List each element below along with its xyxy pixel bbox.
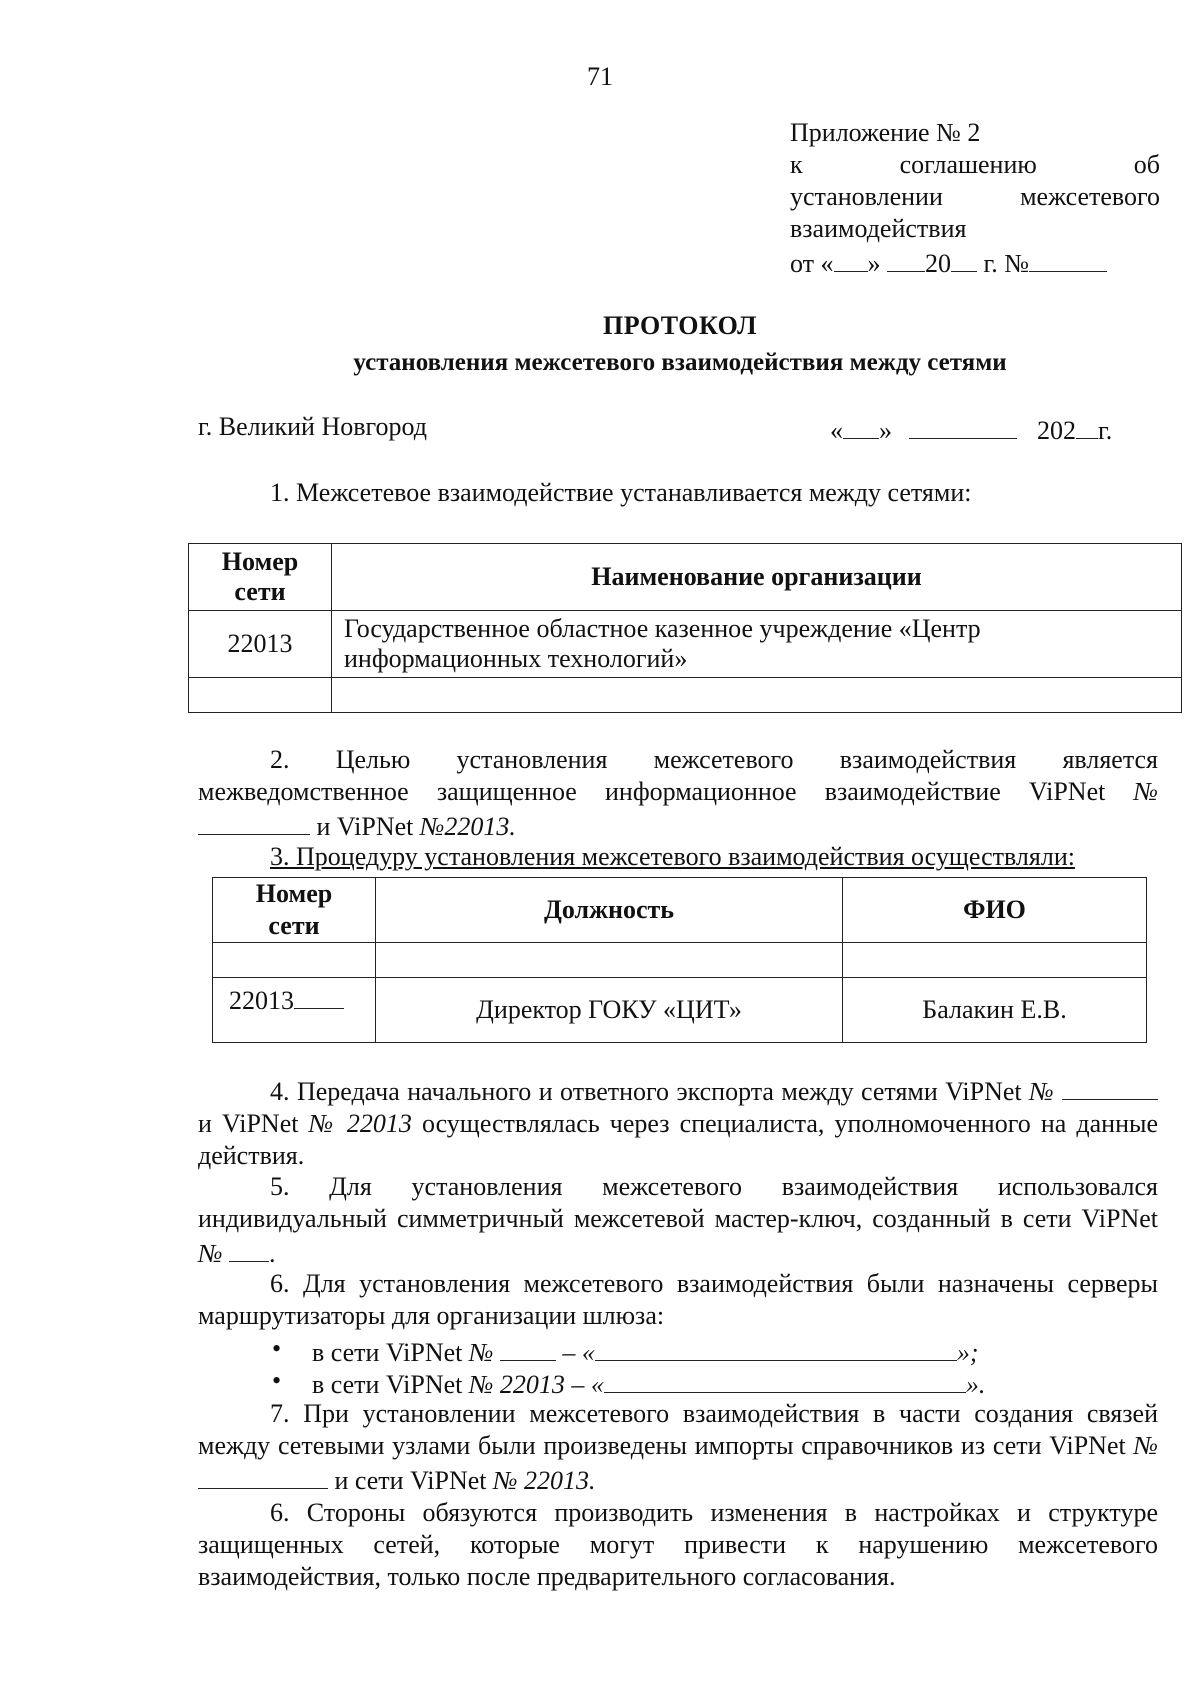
position: Директор ГОКУ «ЦИТ»: [376, 978, 843, 1043]
bullet-marker: •: [272, 1334, 282, 1363]
item-4: 4. Передача начального и ответного экспорта между сетями ViPNet № и ViPNet № 22013 осуществлялась через специалиста, уполномоченного на данные действия.: [198, 1073, 1158, 1172]
position: [376, 943, 843, 978]
item-1: 1. Межсетевое взаимодействие устанавливается между сетями:: [270, 478, 972, 507]
full-name: [843, 943, 1147, 978]
blank-network: [229, 1235, 269, 1262]
blank-year: [951, 245, 977, 272]
table-row: [189, 678, 1182, 713]
document-title: ПРОТОКОЛ: [603, 311, 757, 340]
network-number: [213, 943, 376, 978]
column-header: Должность: [376, 878, 843, 943]
network-number: 22013: [189, 611, 332, 678]
organization-name: [332, 678, 1182, 713]
organization-name: Государственное областное казенное учреждение «Центр информационных технологий»: [332, 611, 1182, 678]
item-6: 6. Для установления межсетевого взаимодействия были назначены серверы маршрутизаторы для организации шлюза:: [198, 1269, 1158, 1330]
appendix-date-line: от « » 20 г. №: [790, 245, 1160, 280]
table-row: [189, 611, 1182, 678]
column-header: ФИО: [843, 878, 1147, 943]
network-number: [189, 678, 332, 713]
blank-network: [1062, 1073, 1158, 1100]
document-date: « » 202 г.: [830, 412, 1112, 446]
table-row: [213, 943, 1147, 978]
blank-month: [887, 245, 925, 272]
table-row: [213, 978, 1147, 1043]
item-8: 6. Стороны обязуются производить изменения в настройках и структуре защищенных сетей, которые могут привести к нарушению межсетевого взаимодействия, только после предварительного согласования.: [198, 1498, 1158, 1591]
blank-month: [909, 412, 1017, 439]
column-header: Наименование организации: [332, 544, 1182, 611]
city: г. Великий Новгород: [198, 412, 428, 441]
item-5: 5. Для установления межсетевого взаимодействия использовался индивидуальный симметричный межсетевой мастер-ключ, созданный в сети ViPNet № .: [198, 1172, 1158, 1268]
blank-day: [843, 412, 879, 439]
blank-network: [198, 1462, 328, 1489]
full-name: Балакин Е.В.: [843, 978, 1147, 1043]
column-header: Номер сети: [189, 544, 332, 611]
appendix-title: Приложение № 2: [790, 118, 981, 147]
participants-table: [212, 877, 1147, 1043]
blank-year: [1076, 412, 1098, 439]
bullet-item: в сети ViPNet № – « »;: [312, 1334, 979, 1368]
blank-network: [198, 808, 310, 835]
bullet-item: в сети ViPNet № 22013 – « ».: [312, 1366, 985, 1400]
item-2: 2. Целью установления межсетевого взаимодействия является межведомственное защищенное информационное взаимодействие ViPNet № и ViPNet №22013.: [198, 745, 1158, 841]
column-header: Номер сети: [213, 878, 376, 943]
appendix-line-3: установлении межсетевого: [790, 182, 1160, 211]
document-subtitle: установления межсетевого взаимодействия между сетями: [353, 349, 1007, 376]
appendix-line-2: к соглашению об: [790, 150, 1160, 179]
appendix-header: [790, 117, 1160, 280]
bullet-marker: •: [272, 1366, 282, 1395]
appendix-line-4: взаимодействия: [790, 214, 967, 243]
page-number: 71: [587, 62, 613, 91]
table-header-row: [213, 878, 1147, 943]
networks-table: [188, 543, 1182, 713]
table-header-row: [189, 544, 1182, 611]
network-number: 22013: [213, 978, 376, 1043]
item-3: 3. Процедуру установления межсетевого взаимодействия осуществляли:: [270, 842, 1075, 871]
blank-day: [834, 245, 868, 272]
item-7: 7. При установлении межсетевого взаимодействия в части создания связей между сетевыми узлами были произведены импорты справочников из сети ViPNet № и сети ViPNet № 22013.: [198, 1399, 1158, 1495]
blank-number: [1029, 245, 1107, 272]
